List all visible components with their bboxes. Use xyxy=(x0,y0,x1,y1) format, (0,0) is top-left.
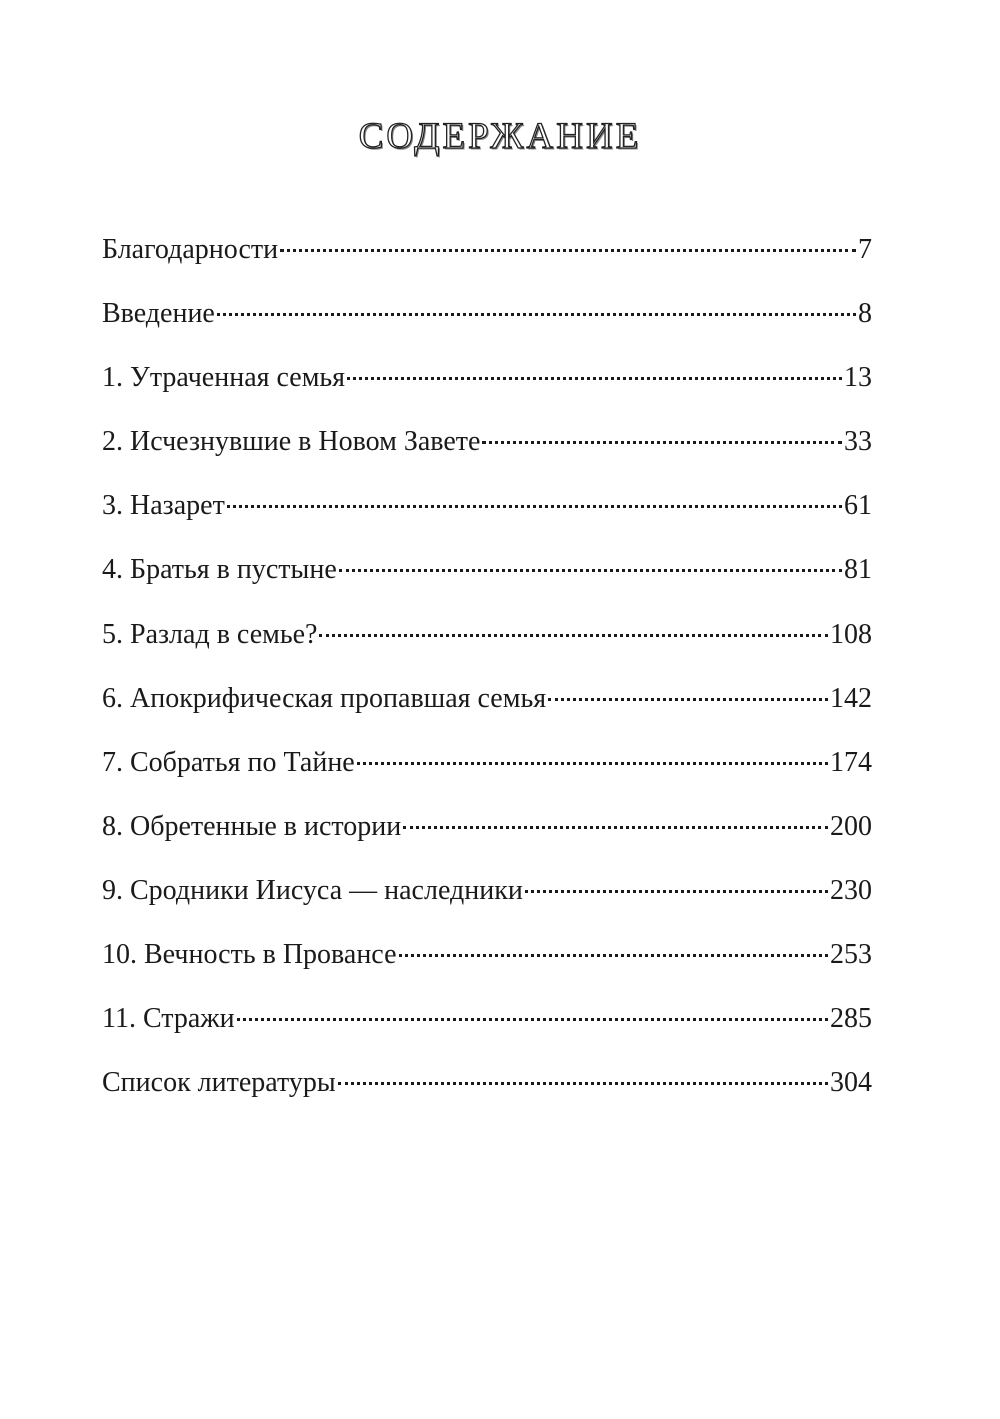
toc-entry-label: Введение xyxy=(102,298,215,330)
toc-entry-label: 9. Сродники Иисуса — наследники xyxy=(102,874,523,906)
toc-entry-label: Список литературы xyxy=(102,1067,336,1099)
toc-entry-page: 33 xyxy=(844,426,872,458)
dot-leader xyxy=(217,313,856,316)
toc-entry xyxy=(102,420,872,484)
dot-leader xyxy=(482,441,842,444)
toc-entry-label: 8. Обретенные в истории xyxy=(102,810,402,842)
dot-leader xyxy=(548,698,828,701)
dot-leader xyxy=(338,1082,828,1085)
toc-entry xyxy=(102,228,872,292)
toc-entry-page: 174 xyxy=(830,746,872,778)
toc-entry-label: 2. Исчезнувшие в Новом Завете xyxy=(102,426,481,458)
dot-leader xyxy=(280,249,856,252)
toc-entry xyxy=(102,677,872,741)
dot-leader xyxy=(347,377,842,380)
toc-entry xyxy=(102,356,872,420)
toc-entry xyxy=(102,997,872,1061)
toc-entry-page: 8 xyxy=(858,298,872,330)
dot-leader xyxy=(525,890,828,893)
toc-entry-page: 13 xyxy=(844,362,872,394)
toc-entry-page: 61 xyxy=(844,490,872,522)
toc-entry-label: 6. Апокрифическая пропавшая семья xyxy=(102,682,547,714)
toc-entry-page: 142 xyxy=(830,682,872,714)
toc-entry xyxy=(102,869,872,933)
toc-entry-page: 230 xyxy=(830,874,872,906)
toc-entry-label: 1. Утраченная семья xyxy=(102,362,346,394)
toc-entry xyxy=(102,292,872,356)
toc-entry-page: 81 xyxy=(844,554,872,586)
toc-entry-page: 200 xyxy=(830,810,872,842)
toc-entry-label: 3. Назарет xyxy=(102,490,225,522)
dot-leader xyxy=(339,569,842,572)
toc-entry-label: 7. Собратья по Тайне xyxy=(102,746,355,778)
dot-leader xyxy=(319,634,828,637)
toc-entry-page: 108 xyxy=(830,618,872,650)
toc-entry xyxy=(102,548,872,612)
dot-leader xyxy=(399,954,828,957)
toc-entry xyxy=(102,613,872,677)
toc-entry-label: 10. Вечность в Провансе xyxy=(102,939,397,971)
dot-leader xyxy=(237,1018,828,1021)
dot-leader xyxy=(227,505,842,508)
toc-entry-page: 7 xyxy=(858,234,872,265)
toc-entry-page: 285 xyxy=(830,1003,872,1035)
toc-entry xyxy=(102,1061,872,1125)
toc-entry-label: 5. Разлад в семье? xyxy=(102,618,318,650)
toc-entry xyxy=(102,933,872,997)
dot-leader xyxy=(403,826,828,829)
toc-entry xyxy=(102,741,872,805)
toc-entry-label: 4. Братья в пустыне xyxy=(102,554,337,586)
dot-leader xyxy=(357,762,828,765)
page-title: СОДЕРЖАНИЕ xyxy=(358,116,642,157)
toc-entry xyxy=(102,805,872,869)
toc-entry-page: 304 xyxy=(830,1067,872,1099)
toc-entry-label: Благодарности xyxy=(102,234,279,265)
toc-entry-page: 253 xyxy=(830,939,872,971)
toc-entry xyxy=(102,484,872,548)
toc-entry-label: 11. Стражи xyxy=(102,1003,235,1035)
table-of-contents xyxy=(102,228,872,1125)
